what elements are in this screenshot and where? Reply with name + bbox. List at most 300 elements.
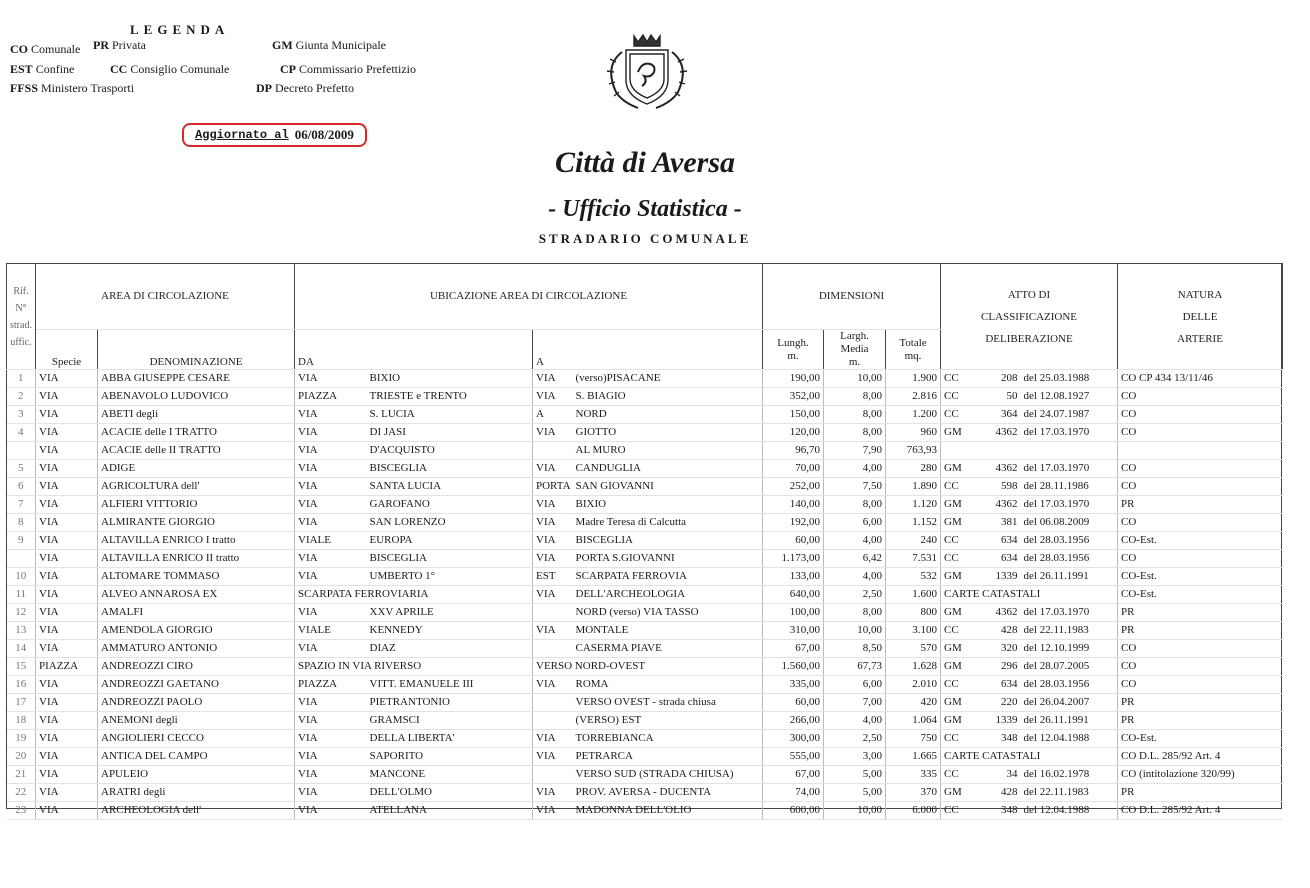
- cell-org: GM: [941, 712, 983, 730]
- cell-da1: VIA: [295, 568, 367, 586]
- cell-n: [7, 442, 36, 460]
- cell-specie: VIA: [36, 604, 98, 622]
- cell-largh: 8,00: [824, 496, 886, 514]
- cell-data: del 17.03.1970: [1021, 496, 1118, 514]
- cell-nome: ABBA GIUSEPPE CESARE: [98, 370, 295, 388]
- cell-num: 208: [983, 370, 1021, 388]
- cell-num: 598: [983, 478, 1021, 496]
- cell-nat: PR: [1118, 694, 1283, 712]
- cell-num: 634: [983, 550, 1021, 568]
- cell-specie: VIA: [36, 532, 98, 550]
- cell-org: GM: [941, 640, 983, 658]
- cell-data: del 17.03.1970: [1021, 424, 1118, 442]
- cell-da2: DI JASI: [367, 424, 533, 442]
- cell-da1: VIA: [295, 460, 367, 478]
- cell-a1: VIA: [533, 370, 573, 388]
- cell-da1: VIA: [295, 730, 367, 748]
- cell-num: 428: [983, 622, 1021, 640]
- city-crest-icon: [594, 32, 700, 112]
- cell-specie: VIA: [36, 514, 98, 532]
- cell-da2: TRIESTE e TRENTO: [367, 388, 533, 406]
- cell-lungh: 120,00: [763, 424, 824, 442]
- cell-da2: VITT. EMANUELE III: [367, 676, 533, 694]
- cell-nome: ANEMONI degli: [98, 712, 295, 730]
- cell-nat: PR: [1118, 784, 1283, 802]
- cell-da2: EUROPA: [367, 532, 533, 550]
- cell-tot: 1.152: [886, 514, 941, 532]
- cell-specie: VIA: [36, 388, 98, 406]
- cell-n: 11: [7, 586, 36, 604]
- cell-specie: VIA: [36, 424, 98, 442]
- cell-largh: 4,00: [824, 712, 886, 730]
- document-title: STRADARIO COMUNALE: [538, 231, 752, 246]
- cell-tot: 280: [886, 460, 941, 478]
- cell-n: 19: [7, 730, 36, 748]
- cell-nome: ANDREOZZI GAETANO: [98, 676, 295, 694]
- table-row: [7, 712, 1283, 730]
- cell-tot: 240: [886, 532, 941, 550]
- cell-tot: 1.120: [886, 496, 941, 514]
- cell-data: del 26.11.1991: [1021, 712, 1118, 730]
- cell-a1: VIA: [533, 532, 573, 550]
- cell-da1: VIA: [295, 712, 367, 730]
- cell-tot: 1.900: [886, 370, 941, 388]
- cell-lungh: 640,00: [763, 586, 824, 604]
- cell-specie: VIA: [36, 622, 98, 640]
- cell-nat: CO-Est.: [1118, 568, 1283, 586]
- cell-a1: VIA: [533, 802, 573, 820]
- cell-n: 8: [7, 514, 36, 532]
- cell-org: CC: [941, 478, 983, 496]
- cell-a2: (VERSO) EST: [573, 712, 763, 730]
- cell-nome: ADIGE: [98, 460, 295, 478]
- cell-nome: ALTOMARE TOMMASO: [98, 568, 295, 586]
- cell-nat: CO-Est.: [1118, 532, 1283, 550]
- cell-largh: 2,50: [824, 586, 886, 604]
- cell-lungh: 96,70: [763, 442, 824, 460]
- legend-item: EST Confine: [10, 62, 75, 76]
- cell-lungh: 335,00: [763, 676, 824, 694]
- cell-n: 15: [7, 658, 36, 676]
- cell-data: del 06.08.2009: [1021, 514, 1118, 532]
- cell-specie: PIAZZA: [36, 658, 98, 676]
- cell-data: del 17.03.1970: [1021, 460, 1118, 478]
- cell-n: 2: [7, 388, 36, 406]
- cell-nome: APULEIO: [98, 766, 295, 784]
- cell-num: [983, 442, 1021, 460]
- cell-nome: ARCHEOLOGIA dell': [98, 802, 295, 820]
- cell-n: 16: [7, 676, 36, 694]
- cell-org: CC: [941, 676, 983, 694]
- cell-a2: BISCEGLIA: [573, 532, 763, 550]
- cell-a2: Madre Teresa di Calcutta: [573, 514, 763, 532]
- cell-da2: SANTA LUCIA: [367, 478, 533, 496]
- cell-a1: VIA: [533, 784, 573, 802]
- cell-num: 634: [983, 676, 1021, 694]
- cell-a2: NORD: [573, 406, 763, 424]
- cell-data: del 17.03.1970: [1021, 604, 1118, 622]
- cell-lungh: 190,00: [763, 370, 824, 388]
- cell-tot: 1.890: [886, 478, 941, 496]
- cell-num: 34: [983, 766, 1021, 784]
- cell-largh: 8,00: [824, 424, 886, 442]
- cell-tot: 7.531: [886, 550, 941, 568]
- cell-nat: CO: [1118, 424, 1283, 442]
- cell-largh: 7,90: [824, 442, 886, 460]
- header-rif: Rif. N° strad. uffic.: [7, 264, 36, 370]
- table-row: [7, 388, 1283, 406]
- cell-largh: 10,00: [824, 370, 886, 388]
- cell-specie: VIA: [36, 442, 98, 460]
- cell-da1: VIA: [295, 604, 367, 622]
- cell-lungh: 192,00: [763, 514, 824, 532]
- table-row: [7, 622, 1283, 640]
- cell-a1: VIA: [533, 550, 573, 568]
- cell-lungh: 100,00: [763, 604, 824, 622]
- cell-nome: ANGIOLIERI CECCO: [98, 730, 295, 748]
- cell-largh: 2,50: [824, 730, 886, 748]
- cell-data: del 12.08.1927: [1021, 388, 1118, 406]
- cell-n: [7, 550, 36, 568]
- cell-n: 9: [7, 532, 36, 550]
- cell-org: GM: [941, 694, 983, 712]
- cell-a1: [533, 766, 573, 784]
- cell-da2: XXV APRILE: [367, 604, 533, 622]
- table-row: [7, 640, 1283, 658]
- cell-data: del 26.04.2007: [1021, 694, 1118, 712]
- cell-nome: ANTICA DEL CAMPO: [98, 748, 295, 766]
- cell-num: 348: [983, 730, 1021, 748]
- cell-n: 3: [7, 406, 36, 424]
- cell-nome: AGRICOLTURA dell': [98, 478, 295, 496]
- cell-da2: DELL'OLMO: [367, 784, 533, 802]
- cell-n: 21: [7, 766, 36, 784]
- cell-data: del 12.10.1999: [1021, 640, 1118, 658]
- cell-specie: VIA: [36, 784, 98, 802]
- cell-a1: VIA: [533, 460, 573, 478]
- cell-da1: VIA: [295, 406, 367, 424]
- cell-num: 4362: [983, 424, 1021, 442]
- cell-nat: CO: [1118, 460, 1283, 478]
- header-natura: NATURA DELLE ARTERIE: [1118, 264, 1283, 370]
- cell-nome: ALVEO ANNAROSA EX: [98, 586, 295, 604]
- updated-stamp: [182, 123, 367, 147]
- cell-specie: VIA: [36, 640, 98, 658]
- cell-da2: PIETRANTONIO: [367, 694, 533, 712]
- cell-specie: VIA: [36, 694, 98, 712]
- table-row: [7, 604, 1283, 622]
- cell-nat: [1118, 442, 1283, 460]
- cell-nat: CO: [1118, 658, 1283, 676]
- cell-largh: 8,00: [824, 406, 886, 424]
- cell-num: 4362: [983, 496, 1021, 514]
- cell-num: 1339: [983, 568, 1021, 586]
- cell-n: 13: [7, 622, 36, 640]
- cell-org: GM: [941, 424, 983, 442]
- cell-n: 20: [7, 748, 36, 766]
- table-row: [7, 784, 1283, 802]
- cell-a2: MADONNA DELL'OLIO: [573, 802, 763, 820]
- cell-tot: 420: [886, 694, 941, 712]
- cell-n: 12: [7, 604, 36, 622]
- cell-num: 320: [983, 640, 1021, 658]
- cell-data: [1021, 442, 1118, 460]
- cell-a2: SCARPATA FERROVIA: [573, 568, 763, 586]
- cell-a2: PROV. AVERSA - DUCENTA: [573, 784, 763, 802]
- cell-da1: VIA: [295, 640, 367, 658]
- cell-a2: GIOTTO: [573, 424, 763, 442]
- cell-n: 7: [7, 496, 36, 514]
- legend-item: GM Giunta Municipale: [272, 38, 386, 52]
- header-da: DA: [295, 330, 533, 370]
- cell-a2: SAN GIOVANNI: [573, 478, 763, 496]
- legend-item: CC Consiglio Comunale: [110, 62, 230, 76]
- cell-a2: (verso)PISACANE: [573, 370, 763, 388]
- cell-data: del 22.11.1983: [1021, 622, 1118, 640]
- cell-nome: AMMATURO ANTONIO: [98, 640, 295, 658]
- cell-da2: D'ACQUISTO: [367, 442, 533, 460]
- cell-lungh: 70,00: [763, 460, 824, 478]
- cell-da1: VIA: [295, 784, 367, 802]
- cell-nome: AMENDOLA GIORGIO: [98, 622, 295, 640]
- cell-nome: ANDREOZZI PAOLO: [98, 694, 295, 712]
- cell-da1: VIA: [295, 514, 367, 532]
- cell-a1: VIA: [533, 748, 573, 766]
- cell-lungh: 150,00: [763, 406, 824, 424]
- cell-da1: VIA: [295, 550, 367, 568]
- cell-nat: CO: [1118, 640, 1283, 658]
- updated-date: 06/08/2009: [294, 127, 354, 142]
- cell-da1: VIA: [295, 370, 367, 388]
- cell-a2: S. BIAGIO: [573, 388, 763, 406]
- cell-specie: VIA: [36, 712, 98, 730]
- cell-a1: EST: [533, 568, 573, 586]
- cell-a2: AL MURO: [573, 442, 763, 460]
- cell-specie: VIA: [36, 550, 98, 568]
- table-row: [7, 694, 1283, 712]
- cell-nome: ALMIRANTE GIORGIO: [98, 514, 295, 532]
- cell-org: CC: [941, 550, 983, 568]
- cell-n: 6: [7, 478, 36, 496]
- cell-da1: SCARPATA FERROVIARIA: [295, 586, 533, 604]
- cell-tot: 2.816: [886, 388, 941, 406]
- cell-da1: PIAZZA: [295, 676, 367, 694]
- cell-da1: VIA: [295, 478, 367, 496]
- cell-a1: [533, 604, 573, 622]
- cell-da2: DELLA LIBERTA': [367, 730, 533, 748]
- cell-a1: VIA: [533, 676, 573, 694]
- cell-a2: TORREBIANCA: [573, 730, 763, 748]
- cell-a1: [533, 712, 573, 730]
- cell-org: CC: [941, 388, 983, 406]
- table-row: [7, 766, 1283, 784]
- cell-da1: VIA: [295, 496, 367, 514]
- cell-a1: VIA: [533, 586, 573, 604]
- header-area: AREA DI CIRCOLAZIONE: [36, 264, 295, 330]
- cell-data: del 28.03.1956: [1021, 550, 1118, 568]
- cell-largh: 4,00: [824, 532, 886, 550]
- cell-data: del 16.02.1978: [1021, 766, 1118, 784]
- cell-lungh: 60,00: [763, 532, 824, 550]
- cell-lungh: 140,00: [763, 496, 824, 514]
- cell-org: GM: [941, 496, 983, 514]
- cell-largh: 8,00: [824, 388, 886, 406]
- cell-lungh: 266,00: [763, 712, 824, 730]
- cell-lungh: 600,00: [763, 802, 824, 820]
- legend-title: LEGENDA: [130, 22, 230, 37]
- cell-tot: 570: [886, 640, 941, 658]
- cell-tot: 763,93: [886, 442, 941, 460]
- cell-n: 14: [7, 640, 36, 658]
- cell-num: 50: [983, 388, 1021, 406]
- cell-specie: VIA: [36, 568, 98, 586]
- cell-lungh: 60,00: [763, 694, 824, 712]
- cell-nat: CO: [1118, 514, 1283, 532]
- cell-n: 23: [7, 802, 36, 820]
- table-row: [7, 478, 1283, 496]
- cell-n: 18: [7, 712, 36, 730]
- cell-nat: CO CP 434 13/11/46: [1118, 370, 1283, 388]
- cell-nat: CO: [1118, 550, 1283, 568]
- legend-item: CO Comunale: [10, 42, 81, 56]
- cell-n: 10: [7, 568, 36, 586]
- cell-da2: DIAZ: [367, 640, 533, 658]
- cell-da2: SAPORITO: [367, 748, 533, 766]
- cell-da1: PIAZZA: [295, 388, 367, 406]
- cell-nat: CO (intitolazione 320/99): [1118, 766, 1283, 784]
- cell-nat: PR: [1118, 604, 1283, 622]
- cell-org: GM: [941, 514, 983, 532]
- cell-a2: MONTALE: [573, 622, 763, 640]
- cell-a1: A: [533, 406, 573, 424]
- cell-a1: VIA: [533, 622, 573, 640]
- cell-da2: GRAMSCI: [367, 712, 533, 730]
- table-row: [7, 460, 1283, 478]
- cell-org: GM: [941, 604, 983, 622]
- cell-num: 296: [983, 658, 1021, 676]
- city-title: Città di Aversa: [555, 146, 735, 179]
- cell-specie: VIA: [36, 730, 98, 748]
- cell-nome: ACACIE delle I TRATTO: [98, 424, 295, 442]
- cell-org: CC: [941, 532, 983, 550]
- cell-lungh: 74,00: [763, 784, 824, 802]
- table-row: [7, 658, 1283, 676]
- cell-lungh: 67,00: [763, 766, 824, 784]
- cell-lungh: 555,00: [763, 748, 824, 766]
- cell-a2: NORD (verso) VIA TASSO: [573, 604, 763, 622]
- cell-lungh: 1.173,00: [763, 550, 824, 568]
- table-row: [7, 550, 1283, 568]
- cell-nat: CO D.L. 285/92 Art. 4: [1118, 802, 1283, 820]
- cell-specie: VIA: [36, 370, 98, 388]
- cell-nat: CO-Est.: [1118, 730, 1283, 748]
- cell-a2: VERSO SUD (STRADA CHIUSA): [573, 766, 763, 784]
- cell-num: 364: [983, 406, 1021, 424]
- cell-a2: BIXIO: [573, 496, 763, 514]
- cell-largh: 4,00: [824, 568, 886, 586]
- cell-da2: SAN LORENZO: [367, 514, 533, 532]
- cell-a2: ROMA: [573, 676, 763, 694]
- cell-data: del 28.11.1986: [1021, 478, 1118, 496]
- cell-da2: ATELLANA: [367, 802, 533, 820]
- cell-tot: 1.665: [886, 748, 941, 766]
- cell-data: del 12.04.1988: [1021, 802, 1118, 820]
- legend-item: FFSS Ministero Trasporti: [10, 81, 135, 95]
- cell-tot: 335: [886, 766, 941, 784]
- cell-lungh: 352,00: [763, 388, 824, 406]
- cell-data: del 28.07.2005: [1021, 658, 1118, 676]
- cell-tot: 370: [886, 784, 941, 802]
- cell-org: CC: [941, 622, 983, 640]
- table-row: [7, 370, 1283, 388]
- header-totale: Totale mq.: [886, 330, 941, 370]
- header-lungh: Lungh. m.: [763, 330, 824, 370]
- cell-largh: 7,50: [824, 478, 886, 496]
- cell-org: CARTE CATASTALI: [941, 586, 1118, 604]
- table-row: [7, 568, 1283, 586]
- cell-lungh: 67,00: [763, 640, 824, 658]
- cell-a1: VIA: [533, 514, 573, 532]
- cell-data: del 28.03.1956: [1021, 532, 1118, 550]
- cell-largh: 3,00: [824, 748, 886, 766]
- cell-tot: 3.100: [886, 622, 941, 640]
- cell-org: GM: [941, 658, 983, 676]
- header-largh: Largh. Media m.: [824, 330, 886, 370]
- cell-org: GM: [941, 460, 983, 478]
- cell-da2: UMBERTO 1°: [367, 568, 533, 586]
- cell-nat: PR: [1118, 622, 1283, 640]
- cell-nat: CO: [1118, 478, 1283, 496]
- cell-a2: VERSO OVEST - strada chiusa: [573, 694, 763, 712]
- cell-tot: 6.000: [886, 802, 941, 820]
- cell-a2: DELL'ARCHEOLOGIA: [573, 586, 763, 604]
- cell-org: CC: [941, 370, 983, 388]
- cell-num: 634: [983, 532, 1021, 550]
- cell-n: 17: [7, 694, 36, 712]
- cell-da1: VIA: [295, 442, 367, 460]
- cell-largh: 7,00: [824, 694, 886, 712]
- cell-specie: VIA: [36, 802, 98, 820]
- office-title: - Ufficio Statistica -: [548, 196, 742, 222]
- cell-largh: 6,42: [824, 550, 886, 568]
- cell-da2: GAROFANO: [367, 496, 533, 514]
- cell-num: 348: [983, 802, 1021, 820]
- header-dimensioni: DIMENSIONI: [763, 264, 941, 330]
- cell-da1: VIA: [295, 424, 367, 442]
- cell-a1: PORTA: [533, 478, 573, 496]
- cell-nome: AMALFI: [98, 604, 295, 622]
- cell-org: CARTE CATASTALI: [941, 748, 1118, 766]
- cell-tot: 2.010: [886, 676, 941, 694]
- cell-nat: CO: [1118, 388, 1283, 406]
- table-row: [7, 514, 1283, 532]
- table-row: [7, 406, 1283, 424]
- cell-org: CC: [941, 802, 983, 820]
- cell-da2: MANCONE: [367, 766, 533, 784]
- cell-nome: ARATRI degli: [98, 784, 295, 802]
- cell-nome: ABETI degli: [98, 406, 295, 424]
- cell-n: 1: [7, 370, 36, 388]
- cell-tot: 1.628: [886, 658, 941, 676]
- header-ubicazione: UBICAZIONE AREA DI CIRCOLAZIONE: [295, 264, 763, 330]
- header-a: A: [533, 330, 763, 370]
- cell-nome: ALTAVILLA ENRICO I tratto: [98, 532, 295, 550]
- cell-largh: 5,00: [824, 766, 886, 784]
- cell-nome: ALFIERI VITTORIO: [98, 496, 295, 514]
- cell-specie: VIA: [36, 766, 98, 784]
- cell-data: del 28.03.1956: [1021, 676, 1118, 694]
- cell-nome: ABENAVOLO LUDOVICO: [98, 388, 295, 406]
